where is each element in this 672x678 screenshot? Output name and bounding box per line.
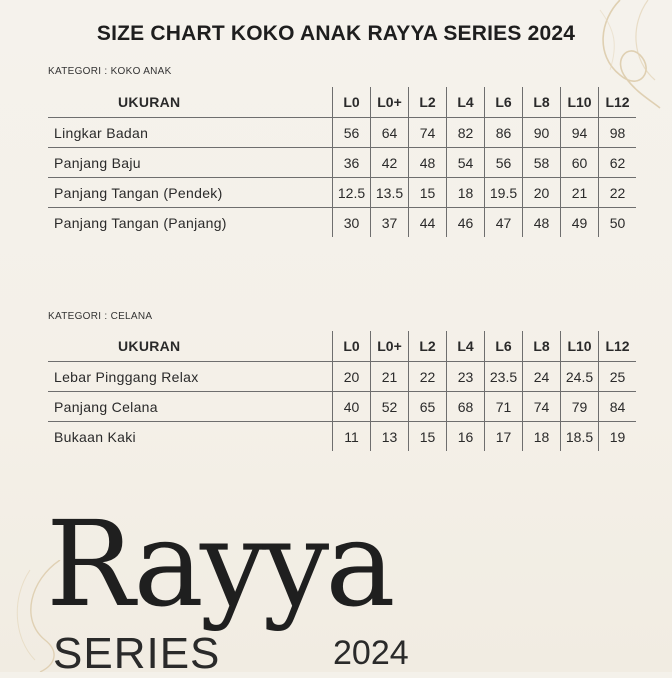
cell-value: 23.5 [485,362,523,392]
table-header-row [48,87,636,118]
header-size: L10 [561,87,599,118]
cell-value: 30 [333,208,371,238]
cell-value: 13.5 [371,178,409,208]
cell-value: 86 [485,118,523,148]
cell-value: 64 [371,118,409,148]
table-header-row [48,331,636,362]
cell-value: 11 [333,422,371,452]
cell-value: 17 [485,422,523,452]
cell-value: 50 [599,208,637,238]
header-size: L12 [599,331,637,362]
table-row [48,392,636,422]
header-size: L12 [599,87,637,118]
header-size: L10 [561,331,599,362]
header-ukuran: UKURAN [48,87,333,118]
cell-value: 42 [371,148,409,178]
header-size: L0+ [371,331,409,362]
cell-value: 13 [371,422,409,452]
cell-value: 71 [485,392,523,422]
cell-value: 58 [523,148,561,178]
row-label: Panjang Tangan (Panjang) [54,214,227,231]
cell-value: 94 [561,118,599,148]
cell-value: 46 [447,208,485,238]
cell-value: 74 [409,118,447,148]
header-size: L0 [333,87,371,118]
header-size: L6 [485,87,523,118]
kategori-koko-label: KATEGORI : KOKO ANAK [48,66,172,77]
cell-value: 36 [333,148,371,178]
cell-value: 49 [561,208,599,238]
cell-value: 48 [409,148,447,178]
table-row [48,178,636,208]
cell-value: 37 [371,208,409,238]
cell-value: 20 [333,362,371,392]
cell-value: 98 [599,118,637,148]
kategori-celana-label: KATEGORI : CELANA [48,311,153,322]
cell-value: 74 [523,392,561,422]
header-ukuran: UKURAN [48,331,333,362]
cell-value: 54 [447,148,485,178]
row-label: Panjang Baju [48,148,333,178]
brand-wordmark: Rayya [46,495,392,633]
cell-value: 22 [599,178,637,208]
row-label: Panjang Tangan (Pendek) [48,178,333,208]
cell-value: 62 [599,148,637,178]
cell-value: 90 [523,118,561,148]
cell-value: 82 [447,118,485,148]
header-size: L2 [409,331,447,362]
cell-value: 24 [523,362,561,392]
cell-value: 18.5 [561,422,599,452]
header-size: L8 [523,331,561,362]
cell-value: 24.5 [561,362,599,392]
cell-value: 22 [409,362,447,392]
cell-value: 21 [371,362,409,392]
cell-value: 15 [409,178,447,208]
header-size: L0+ [371,87,409,118]
header-size: L6 [485,331,523,362]
cell-value: 20 [523,178,561,208]
header-size: L0 [333,331,371,362]
cell-value: 23 [447,362,485,392]
cell-value: 16 [447,422,485,452]
cell-value: 25 [599,362,637,392]
brand-series-label: SERIES [53,629,221,678]
header-size: L4 [447,331,485,362]
row-label: Lingkar Badan [48,118,333,148]
page-title: SIZE CHART KOKO ANAK RAYYA SERIES 2024 [96,22,576,45]
cell-value: 48 [523,208,561,238]
row-label: Panjang Celana [48,392,333,422]
cell-value: 40 [333,392,371,422]
cell-value: 68 [447,392,485,422]
cell-value: 52 [371,392,409,422]
cell-value: 65 [409,392,447,422]
cell-value: 21 [561,178,599,208]
cell-value: 60 [561,148,599,178]
cell-value: 15 [409,422,447,452]
cell-value: 56 [333,118,371,148]
row-label: Bukaan Kaki [54,428,136,445]
cell-value: 79 [561,392,599,422]
cell-value: 18 [523,422,561,452]
cell-value: 44 [409,208,447,238]
table-row [48,422,636,452]
cell-value: 19 [599,422,637,452]
table-row [48,362,636,392]
table-row [48,208,636,238]
cell-value: 18 [447,178,485,208]
header-size: L4 [447,87,485,118]
cell-value: 56 [485,148,523,178]
cell-value: 47 [485,208,523,238]
size-table-celana [48,331,636,451]
cell-value: 84 [599,392,637,422]
table-row [48,118,636,148]
brand-year-label: 2024 [333,634,409,672]
header-size: L8 [523,87,561,118]
cell-value: 19.5 [485,178,523,208]
table-row [48,148,636,178]
cell-value: 12.5 [333,178,371,208]
header-size: L2 [409,87,447,118]
row-label: Lebar Pinggang Relax [48,362,333,392]
size-table-koko [48,87,636,237]
